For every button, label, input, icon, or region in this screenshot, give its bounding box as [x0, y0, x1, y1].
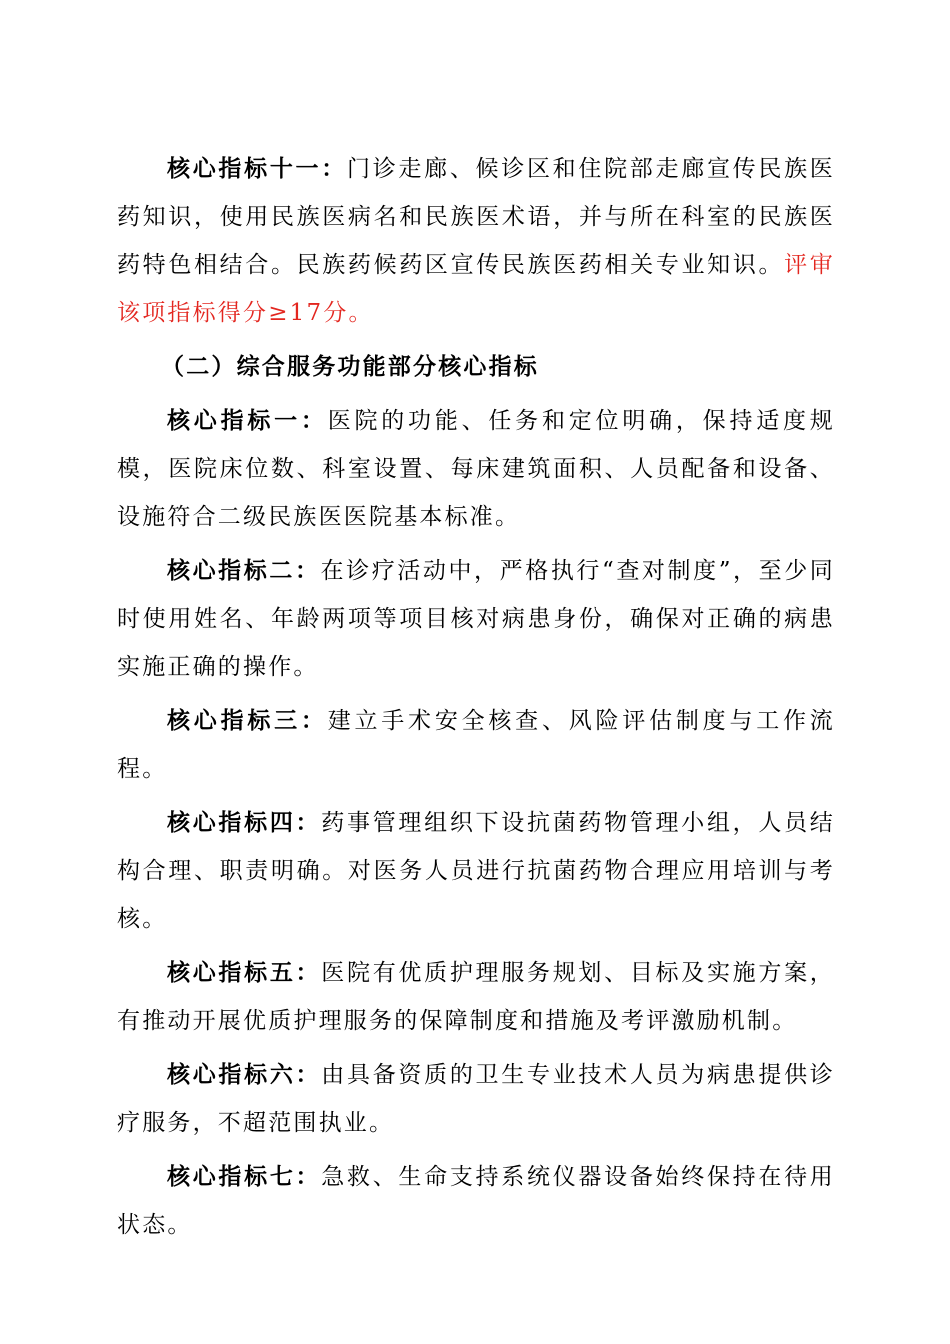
- indicator-6-paragraph: [117, 1051, 835, 1147]
- indicator-4-paragraph: [117, 799, 835, 943]
- indicator-text: 门诊走廊、候诊区和住院部走廊宣传民族医药知识，使用民族医病名和民族医术语，并与所在科室的民族医药特色相结合。民族药候药区宣传民族医药相关专业知识。: [117, 156, 835, 278]
- indicator-text: 药事管理组织下设抗菌药物管理小组，人员结构合理、职责明确。对医务人员进行抗菌药物合理应用培训与考核。: [117, 810, 836, 932]
- indicator-label: 核心指标四：: [167, 809, 322, 836]
- indicator-2-paragraph: [117, 547, 835, 691]
- indicator-7-paragraph: [117, 1153, 835, 1249]
- indicator-label: 核心指标五：: [167, 959, 322, 986]
- indicator-label: 核心指标二：: [167, 557, 321, 584]
- indicator-1-paragraph: [117, 397, 835, 541]
- indicator-text: 在诊疗活动中，严格执行“查对制度”，至少同时使用姓名、年龄两项等项目核对病患身份，确保对正确的病患实施正确的操作。: [117, 558, 836, 680]
- indicator-text: 建立手术安全核查、风险评估制度与工作流程。: [117, 708, 835, 782]
- document-page: [117, 145, 835, 1255]
- indicator-3-paragraph: [117, 697, 835, 793]
- indicator-label: 核心指标十一：: [167, 155, 347, 182]
- indicator-label: 核心指标六：: [167, 1061, 322, 1088]
- indicator-text: 急救、生命支持系统仪器设备始终保持在待用状态。: [117, 1164, 836, 1238]
- indicator-text: 医院的功能、任务和定位明确，保持适度规模，医院床位数、科室设置、每床建筑面积、人员配备和设备、设施符合二级民族医医院基本标准。: [117, 408, 835, 530]
- score-requirement-note: 评审该项指标得分≥17分。: [117, 252, 835, 326]
- indicator-text: 医院有优质护理服务规划、目标及实施方案，有推动开展优质护理服务的保障制度和措施及考评激励机制。: [117, 960, 836, 1034]
- section-heading: （二）综合服务功能部分核心指标: [161, 353, 539, 380]
- indicator-label: 核心指标三：: [167, 707, 328, 734]
- indicator-label: 核心指标七：: [167, 1163, 322, 1190]
- indicator-label: 核心指标一：: [167, 407, 328, 434]
- indicator-text: 由具备资质的卫生专业技术人员为病患提供诊疗服务，不超范围执业。: [117, 1062, 836, 1136]
- indicator-11-paragraph: [117, 145, 835, 337]
- indicator-5-paragraph: [117, 949, 835, 1045]
